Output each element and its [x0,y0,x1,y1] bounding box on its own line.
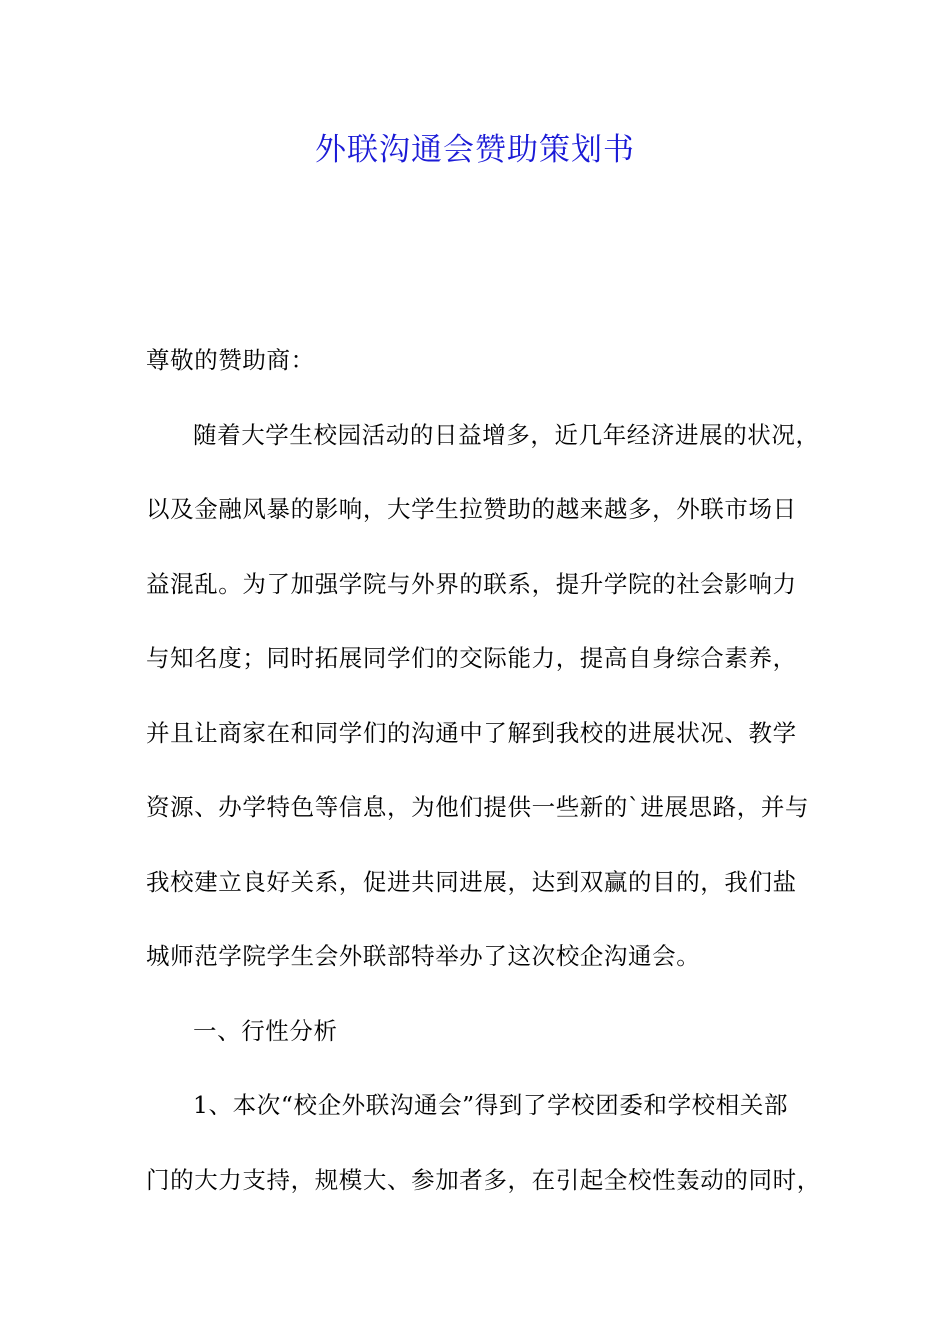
paragraph-line: 益混乱。为了加强学院与外界的联系，提升学院的社会影响力 [146,569,797,598]
paragraph-line: 我校建立良好关系，促进共同进展，达到双赢的目的，我们盐 [146,867,797,896]
paragraph-line: 随着大学生校园活动的日益增多，近几年经济进展的状况， [193,420,820,449]
paragraph-line: 1、本次“校企外联沟通会”得到了学校团委和学校相关部 [193,1091,789,1119]
paragraph-line: 并且让商家在和同学们的沟通中了解到我校的进展状况、教学 [146,718,797,747]
section-heading: 一、行性分析 [193,1016,338,1045]
document-title: 外联沟通会赞助策划书 [315,132,635,168]
paragraph-line: 城师范学院学生会外联部特举办了这次校企沟通会。 [146,942,701,970]
paragraph-line: 以及金融风暴的影响，大学生拉赞助的越来越多，外联市场日 [146,495,797,523]
document-body [146,338,821,1232]
paragraph-line: 资源、办学特色等信息，为他们提供一些新的`进展思路，并与 [146,793,810,821]
paragraph-line: 与知名度；同时拓展同学们的交际能力，提高自身综合素养， [146,644,797,672]
salutation-line: 尊敬的赞助商： [146,346,315,374]
paragraph-line: 门的大力支持，规模大、参加者多，在引起全校性轰动的同时， [146,1165,821,1194]
